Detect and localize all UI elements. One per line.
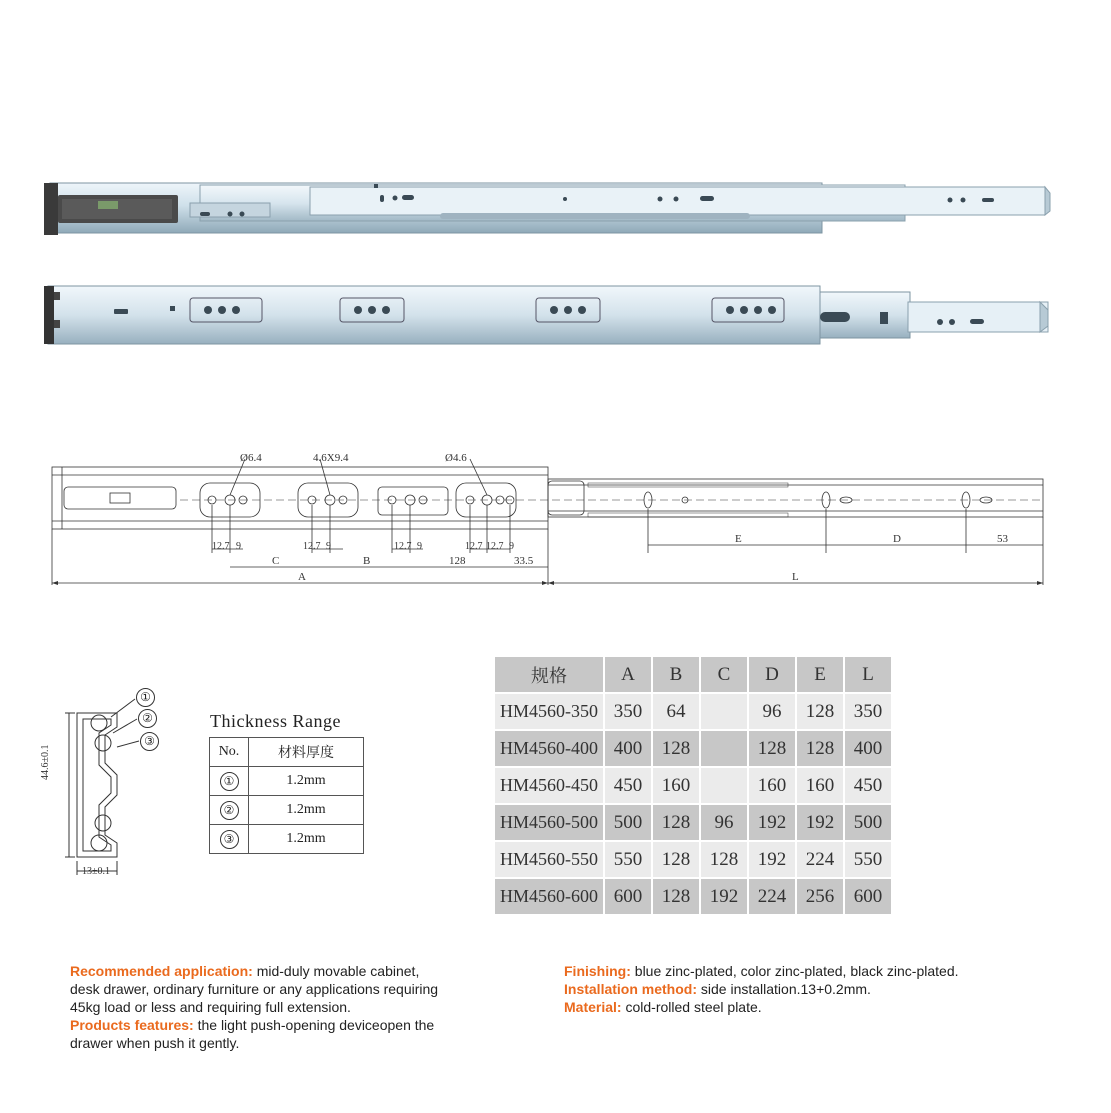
label-profile-width: 13±0.1 xyxy=(82,866,110,877)
spec-header-cell: E xyxy=(796,657,844,693)
spec-cell: 350 xyxy=(844,693,892,730)
spec-header-cell: 规格 xyxy=(495,657,604,693)
label-pitch-12-7: 12.7 xyxy=(465,541,483,552)
recommended-text: mid-duly movable cabinet, xyxy=(252,963,420,979)
slide-photo-front xyxy=(40,282,1060,352)
spec-header-cell: D xyxy=(748,657,796,693)
spec-cell: 128 xyxy=(700,841,748,878)
spec-cell xyxy=(700,767,748,804)
spec-cell: 600 xyxy=(604,878,652,915)
spec-cell: 192 xyxy=(748,804,796,841)
label-pitch-12-7: 12.7 xyxy=(394,541,412,552)
spec-cell: 160 xyxy=(652,767,700,804)
thickness-no: ① xyxy=(220,772,239,791)
label-dim-e: E xyxy=(735,533,742,545)
spec-cell: 192 xyxy=(748,841,796,878)
spec-cell xyxy=(700,693,748,730)
callout-2: ② xyxy=(138,709,157,728)
thickness-row xyxy=(210,825,364,854)
label-pitch-12-7: 12.7 xyxy=(212,541,230,552)
installation-label: Installation method: xyxy=(564,981,697,997)
label-dim-c: C xyxy=(272,555,280,567)
label-slot: 4.6X9.4 xyxy=(313,452,349,464)
label-hole-6-4: Ø6.4 xyxy=(240,452,262,464)
spec-cell: HM4560-350 xyxy=(495,693,604,730)
spec-cell: 160 xyxy=(796,767,844,804)
spec-cell: HM4560-400 xyxy=(495,730,604,767)
slide-photo-top xyxy=(40,175,1060,245)
features-line-2: drawer when push it gently. xyxy=(70,1035,240,1051)
spec-cell: 128 xyxy=(652,878,700,915)
spec-cell: HM4560-500 xyxy=(495,804,604,841)
recommended-line-3: 45kg load or less and requiring full extension. xyxy=(70,999,351,1015)
thickness-row xyxy=(210,796,364,825)
callout-1: ① xyxy=(136,688,155,707)
finishing-label: Finishing: xyxy=(564,963,631,979)
thickness-no: ③ xyxy=(220,830,239,849)
spec-cell: 450 xyxy=(604,767,652,804)
label-hole-4-6: Ø4.6 xyxy=(445,452,467,464)
recommended-label: Recommended application: xyxy=(70,963,253,979)
label-pitch-9: 9 xyxy=(509,541,514,552)
spec-cell: 450 xyxy=(844,767,892,804)
spec-cell: 192 xyxy=(796,804,844,841)
spec-cell: 128 xyxy=(796,730,844,767)
installation-line xyxy=(564,980,1084,998)
description-right xyxy=(564,962,1084,1016)
label-profile-height: 44.6±0.1 xyxy=(40,744,51,780)
spec-cell: 128 xyxy=(652,804,700,841)
spec-cell: 96 xyxy=(748,693,796,730)
label-pitch-9: 9 xyxy=(326,541,331,552)
spec-header-row xyxy=(495,657,892,693)
spec-cell: 128 xyxy=(748,730,796,767)
callout-3: ③ xyxy=(140,732,159,751)
label-dim-a: A xyxy=(298,571,306,583)
header-material-thickness: 材料厚度 xyxy=(249,738,364,767)
installation-text: side installation.13+0.2mm. xyxy=(697,981,871,997)
spec-cell: HM4560-550 xyxy=(495,841,604,878)
thickness-title: Thickness Range xyxy=(210,711,341,731)
spec-row xyxy=(495,767,892,804)
label-pitch-12-7: 12.7 xyxy=(303,541,321,552)
spec-cell: 500 xyxy=(844,804,892,841)
label-dim-l: L xyxy=(792,571,799,583)
thickness-row xyxy=(210,767,364,796)
label-dim-b: B xyxy=(363,555,371,567)
thickness-no: ② xyxy=(220,801,239,820)
thickness-value: 1.2mm xyxy=(249,825,364,854)
spec-cell: 550 xyxy=(844,841,892,878)
material-line xyxy=(564,998,1084,1016)
thickness-value: 1.2mm xyxy=(249,796,364,825)
label-pitch-12-7: 12.7 xyxy=(486,541,504,552)
spec-row xyxy=(495,841,892,878)
spec-cell: 550 xyxy=(604,841,652,878)
thickness-value: 1.2mm xyxy=(249,767,364,796)
spec-cell: 400 xyxy=(844,730,892,767)
spec-table xyxy=(495,657,893,916)
spec-header-cell: L xyxy=(844,657,892,693)
spec-cell: 224 xyxy=(796,841,844,878)
features-line-1 xyxy=(70,1016,500,1034)
label-pitch-9: 9 xyxy=(417,541,422,552)
spec-cell: HM4560-450 xyxy=(495,767,604,804)
label-dim-d: D xyxy=(893,533,901,545)
spec-cell: 128 xyxy=(652,841,700,878)
recommended-line-1 xyxy=(70,962,500,980)
material-label: Material: xyxy=(564,999,622,1015)
label-dim-33-5: 33.5 xyxy=(514,555,534,567)
spec-cell: HM4560-600 xyxy=(495,878,604,915)
features-text: the light push-opening deviceopen the xyxy=(193,1017,435,1033)
spec-row xyxy=(495,693,892,730)
description-left xyxy=(70,962,500,1052)
material-text: cold-rolled steel plate. xyxy=(621,999,762,1015)
spec-header-cell: A xyxy=(604,657,652,693)
spec-cell: 160 xyxy=(748,767,796,804)
spec-cell: 256 xyxy=(796,878,844,915)
features-label: Products features: xyxy=(70,1017,194,1033)
finishing-line xyxy=(564,962,1084,980)
spec-cell: 500 xyxy=(604,804,652,841)
spec-row xyxy=(495,730,892,767)
thickness-table xyxy=(209,737,364,854)
technical-drawing xyxy=(40,445,1060,595)
spec-cell: 64 xyxy=(652,693,700,730)
thickness-header-row xyxy=(210,738,364,767)
spec-header-cell: B xyxy=(652,657,700,693)
spec-cell: 400 xyxy=(604,730,652,767)
finishing-text: blue zinc-plated, color zinc-plated, black zinc-plated. xyxy=(630,963,959,979)
spec-cell xyxy=(700,730,748,767)
spec-cell: 350 xyxy=(604,693,652,730)
label-dim-128: 128 xyxy=(449,555,466,567)
spec-cell: 224 xyxy=(748,878,796,915)
label-pitch-9: 9 xyxy=(236,541,241,552)
header-no: No. xyxy=(210,738,249,767)
label-dim-53: 53 xyxy=(997,533,1008,545)
spec-row xyxy=(495,878,892,915)
spec-row xyxy=(495,804,892,841)
spec-cell: 128 xyxy=(796,693,844,730)
spec-cell: 96 xyxy=(700,804,748,841)
spec-cell: 192 xyxy=(700,878,748,915)
spec-header-cell: C xyxy=(700,657,748,693)
recommended-line-2: desk drawer, ordinary furniture or any applications requiring xyxy=(70,981,439,997)
spec-cell: 600 xyxy=(844,878,892,915)
spec-cell: 128 xyxy=(652,730,700,767)
